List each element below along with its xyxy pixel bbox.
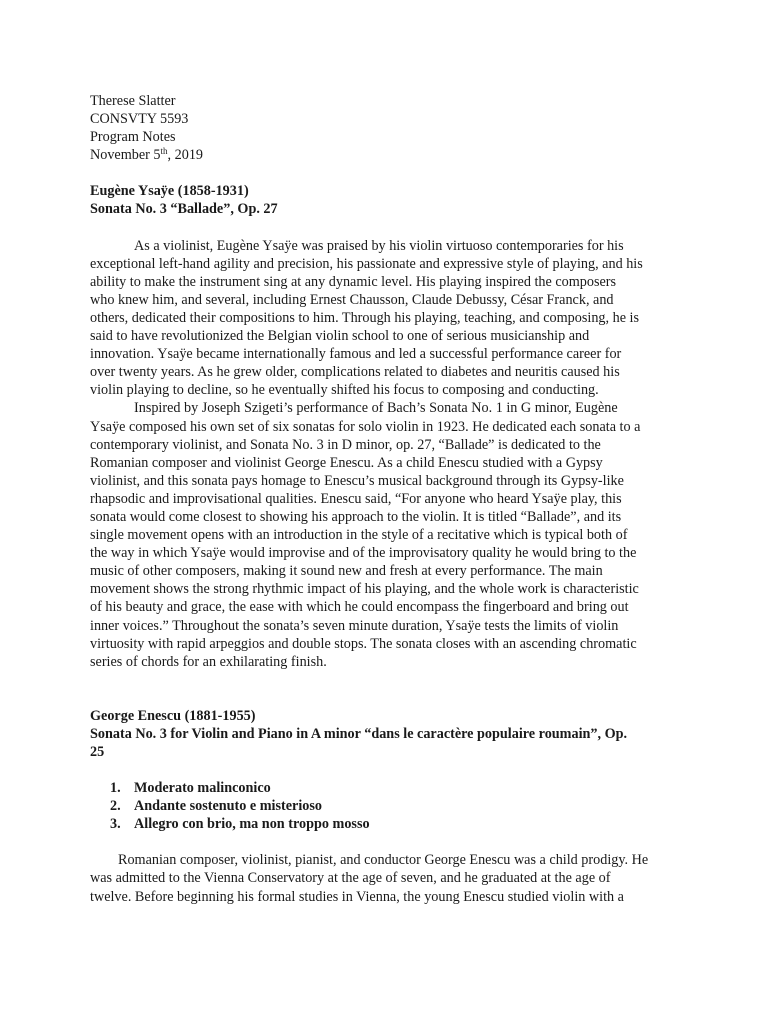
paragraph-line: series of chords for an exhilarating finish. <box>90 653 327 670</box>
paragraph-line: inner voices.” Throughout the sonata’s seven minute duration, Ysaÿe tests the limits of violin <box>90 617 619 634</box>
course-code: CONSVTY 5593 <box>90 111 189 128</box>
paragraph-line: over twenty years. As he grew older, complications related to diabetes and neuritis caused his <box>90 364 620 381</box>
paragraph-line: Romanian composer and violinist George Enescu. As a child Enescu studied with a Gypsy <box>90 454 603 471</box>
paragraph-line: was admitted to the Vienna Conservatory at the age of seven, and he graduated at the age of <box>90 870 611 887</box>
enescu-heading <box>90 707 690 761</box>
ysaye-heading <box>90 182 690 218</box>
movement-item <box>90 779 690 797</box>
paragraph-line: Romanian composer, violinist, pianist, and conductor George Enescu was a child prodigy. He <box>118 852 649 869</box>
movement-title: Allegro con brio, ma non troppo mosso <box>134 816 370 833</box>
document-date <box>90 146 690 164</box>
paragraph-line: of his beauty and grace, the ease with which he could encompass the fingerboard and bring out <box>90 599 629 616</box>
author-name: Therese Slatter <box>90 93 176 109</box>
document-content <box>90 92 690 906</box>
ysaye-paragraph-1 <box>90 237 690 400</box>
paragraph-line: innovation. Ysaÿe became internationally famous and led a successful performance career for <box>90 346 622 363</box>
header-block <box>90 92 690 164</box>
paragraph-line: virtuosity with rapid arpeggios and double stops. The sonata closes with an ascending chromatic <box>90 635 637 652</box>
paragraph-line: twelve. Before beginning his formal studies in Vienna, the young Enescu studied violin with a <box>90 888 624 905</box>
ysaye-paragraph-2 <box>90 399 690 670</box>
paragraph-line: movement shows the strong rhythmic impact of his playing, and the whole work is characteristic <box>90 581 639 598</box>
date-year: , 2019 <box>167 147 204 164</box>
movement-item <box>90 797 690 815</box>
paragraph-line: violinist, and this sonata pays homage to Enescu’s musical background through its Gypsy-like <box>90 472 624 489</box>
work-title: Sonata No. 3 “Ballade”, Op. 27 <box>90 201 278 218</box>
paragraph-line: violin playing to decline, so he eventually shifted his focus to composing and conducting. <box>90 382 599 399</box>
date-main: November 5 <box>90 147 161 164</box>
paragraph-line: sonata would come closest to showing his approach to the violin. It is titled “Ballade”, and its <box>90 508 622 525</box>
paragraph-line: ability to make the instrument sing at any dynamic level. His playing inspired the composers <box>90 273 617 290</box>
movement-title: Andante sostenuto e misterioso <box>134 798 322 815</box>
work-title-continued: 25 <box>90 744 105 760</box>
paragraph-line: As a violinist, Eugène Ysaÿe was praised by his violin virtuoso contemporaries for his <box>134 237 624 254</box>
paragraph-line: rhapsodic and improvisational qualities. Enescu said, “For anyone who heard Ysaÿe play, this <box>90 490 622 507</box>
paragraph-line: who knew him, and several, including Ernest Chausson, Claude Debussy, César Franck, and <box>90 291 614 308</box>
composer-heading: George Enescu (1881-1955) <box>90 707 256 724</box>
paragraph-line: contemporary violinist, and Sonata No. 3 in D minor, op. 27, “Ballade” is dedicated to the <box>90 436 601 453</box>
work-title: Sonata No. 3 for Violin and Piano in A minor “dans le caractère populaire roumain”, Op. <box>90 725 628 742</box>
date-suffix: th <box>160 146 168 157</box>
paragraph-line: exceptional left-hand agility and precision, his passionate and expressive style of playing, and his <box>90 255 643 272</box>
movement-item <box>90 815 690 833</box>
movement-number: 2. <box>110 798 121 815</box>
paragraph-line: Ysaÿe composed his own set of six sonatas for solo violin in 1923. He dedicated each sonata to a <box>90 418 641 435</box>
composer-heading: Eugène Ysaÿe (1858-1931) <box>90 183 249 200</box>
movement-title: Moderato malinconico <box>134 780 271 797</box>
paragraph-line: Inspired by Joseph Szigeti’s performance of Bach’s Sonata No. 1 in G minor, Eugène <box>134 400 618 417</box>
paragraph-line: said to have revolutionized the Belgian violin school to one of serious musicianship and <box>90 328 590 345</box>
document-title: Program Notes <box>90 129 176 146</box>
paragraph-line: the way in which Ysaÿe would improvise and of the improvisatory quality he would bring to the <box>90 545 637 562</box>
paragraph-line: single movement opens with an introduction in the style of a recitative which is typical both of <box>90 527 628 544</box>
paragraph-line: music of other composers, making it sound new and fresh at every performance. The main <box>90 563 603 580</box>
movement-number: 1. <box>110 780 121 797</box>
movement-list <box>90 779 690 833</box>
movement-number: 3. <box>110 816 121 833</box>
enescu-paragraph-1 <box>90 851 690 905</box>
paragraph-line: others, dedicated their compositions to him. Through his playing, teaching, and composing, he is <box>90 309 640 326</box>
